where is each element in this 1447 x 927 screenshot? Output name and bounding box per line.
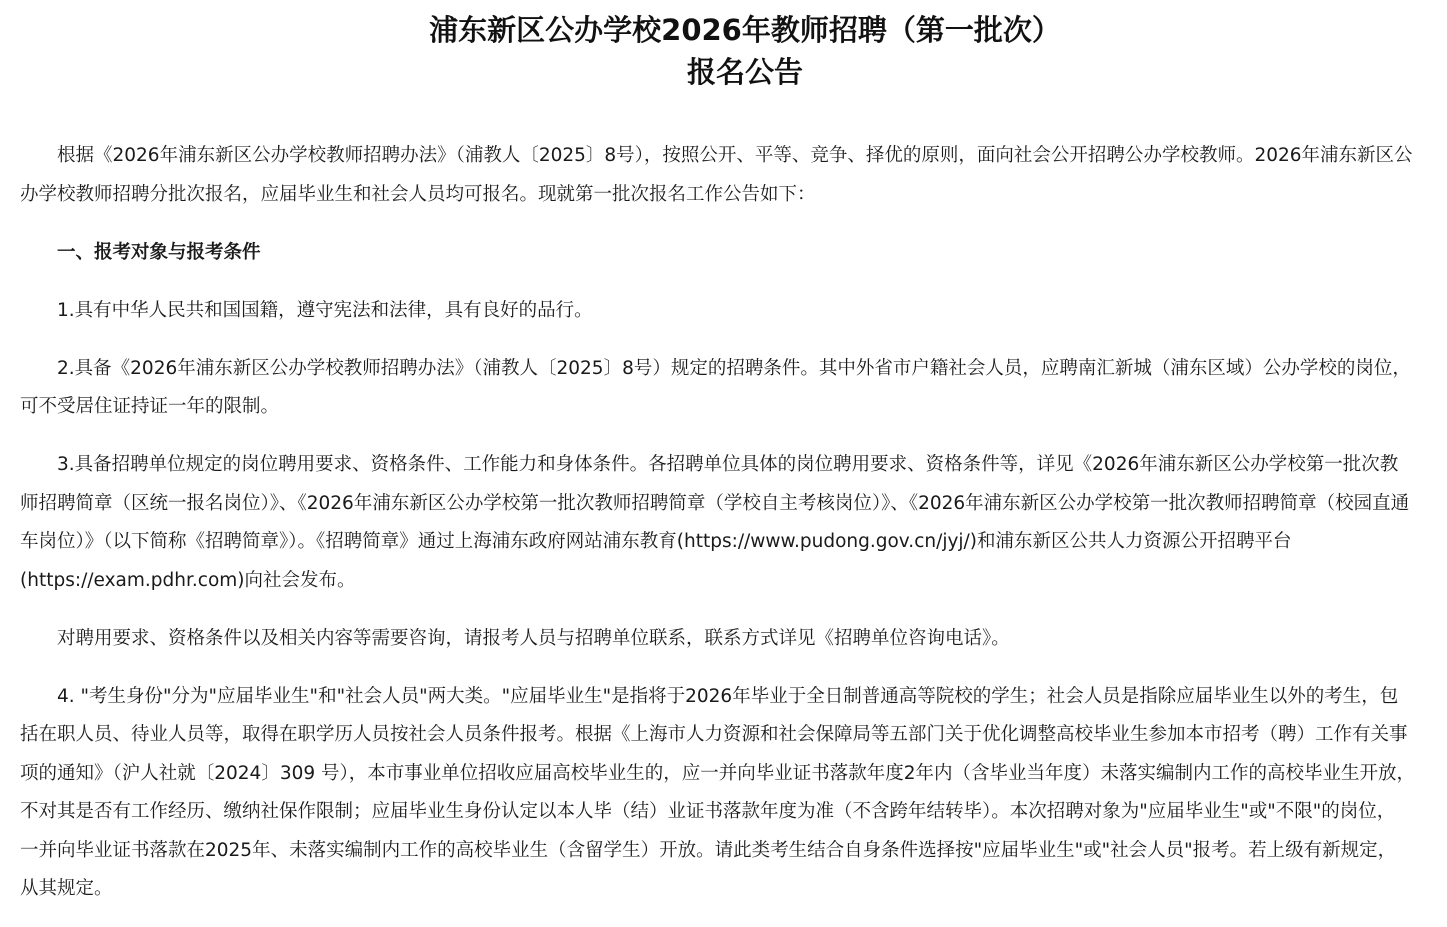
condition-3-line-3: 车岗位）》（以下简称《招聘简章》）。《招聘简章》通过上海浦东政府网站浦东教育(https://www.pudong.gov.cn/jyj/)和浦东新区公共人力资源公开招聘平台: [20, 531, 1292, 552]
condition-2-line-1: 2.具备《2026年浦东新区公办学校教师招聘办法》（浦教人〔2025〕8号）规定的招聘条件。其中外省市户籍社会人员，应聘南汇新城（浦东区域）公办学校的岗位，: [20, 357, 1411, 379]
condition-4-line-4: 不对其是否有工作经历、缴纳社保作限制；应届毕业生身份认定以本人毕（结）业证书落款年度为准（不含跨年结转毕）。本次招聘对象为"应届毕业生"或"不限"的岗位，: [20, 801, 1396, 822]
condition-3-line-2: 师招聘简章（区统一报名岗位）》、《2026年浦东新区公办学校第一批次教师招聘简章（学校自主考核岗位）》、《2026年浦东新区公办学校第一批次教师招聘简章（校园直通: [20, 492, 1410, 514]
condition-4-line-1: 4. "考生身份"分为"应届毕业生"和"社会人员"两大类。"应届毕业生"是指将于2026年毕业于全日制普通高等院校的学生；社会人员是指除应届毕业生以外的考生，包: [20, 685, 1399, 707]
paragraph-gap: [20, 214, 1447, 234]
page-title: 浦东新区公办学校2026年教师招聘（第一批次）: [429, 13, 1061, 47]
consult-note: 对聘用要求、资格条件以及相关内容等需要咨询，请报考人员与招聘单位联系，联系方式详见《招聘单位咨询电话》。: [20, 627, 1010, 649]
condition-4-line-2: 括在职人员、待业人员等，取得在职学历人员按社会人员条件报考。根据《上海市人力资源和社会保障局等五部门关于优化调整高校毕业生参加本市招考（聘）工作有关事: [20, 724, 1408, 745]
paragraph-gap: [20, 272, 1447, 292]
paragraph-gap: [20, 600, 1447, 620]
paragraph-gap: [20, 658, 1447, 678]
announcement-body: [20, 137, 1447, 909]
condition-4-line-5: 一并向毕业证书落款在2025年、未落实编制内工作的高校毕业生（含留学生）开放。请此类考生结合自身条件选择按"应届毕业生"或"社会人员"报考。若上级有新规定，: [20, 839, 1397, 861]
paragraph-gap: [20, 330, 1447, 350]
condition-1: 1.具有中华人民共和国国籍，遵守宪法和法律，具有良好的品行。: [20, 299, 593, 321]
section-heading-1: 一、报考对象与报考条件: [20, 241, 261, 263]
paragraph-gap: [20, 427, 1447, 447]
intro-line-1: 根据《2026年浦东新区公办学校教师招聘办法》（浦教人〔2025〕8号），按照公开、平等、竞争、择优的原则，面向社会公开招聘公办学校教师。2026年浦东新区公: [20, 145, 1413, 166]
condition-2-line-2: 可不受居住证持证一年的限制。: [20, 396, 280, 417]
condition-4-line-3: 项的通知》（沪人社就〔2024〕309 号），本市事业单位招收应届高校毕业生的，应一并向毕业证书落款年度2年内（含毕业当年度）未落实编制内工作的高校毕业生开放，: [20, 762, 1416, 784]
page-subtitle: 报名公告: [686, 55, 803, 89]
condition-3-line-4: (https://exam.pdhr.com)向社会发布。: [20, 569, 356, 591]
condition-4-line-6: 从其规定。: [20, 878, 113, 899]
intro-line-2: 办学校教师招聘分批次报名，应届毕业生和社会人员均可报名。现就第一批次报名工作公告如下：: [20, 183, 816, 205]
condition-3-line-1: 3.具备招聘单位规定的岗位聘用要求、资格条件、工作能力和身体条件。各招聘单位具体的岗位聘用要求、资格条件等，详见《2026年浦东新区公办学校第一批次教: [20, 454, 1399, 475]
